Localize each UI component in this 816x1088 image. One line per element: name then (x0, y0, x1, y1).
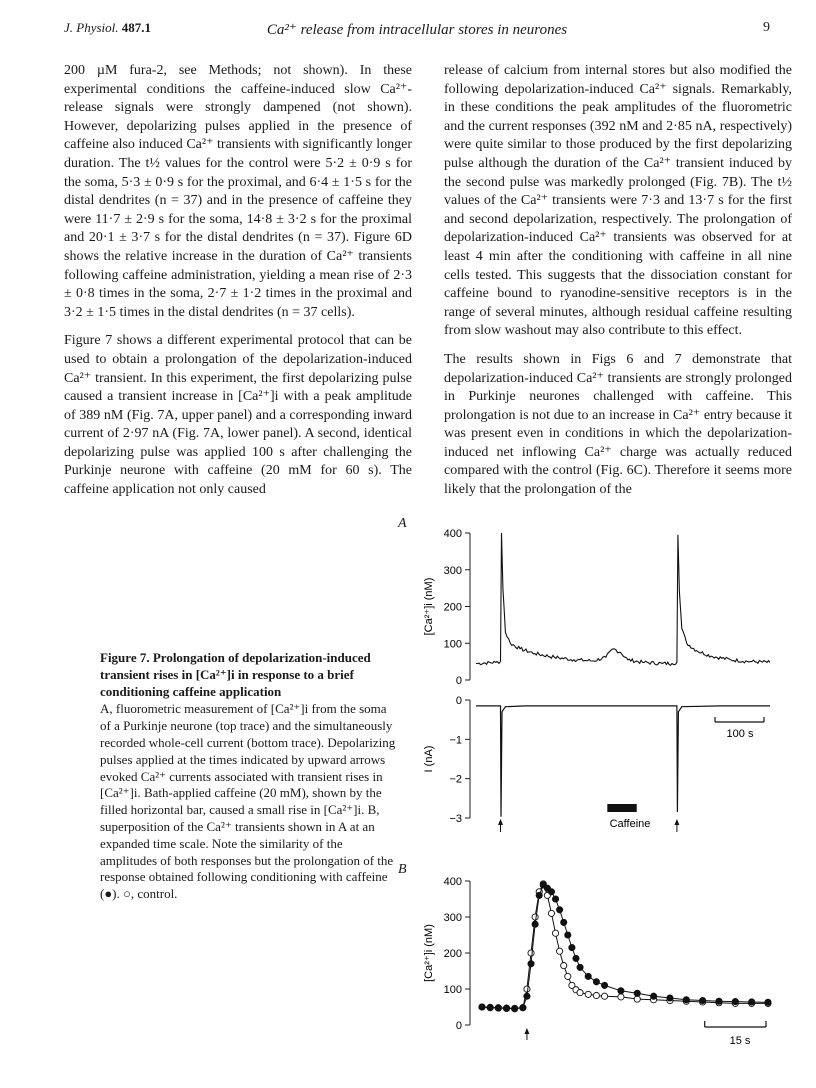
y-tick-label: −1 (449, 734, 462, 747)
paragraph: 200 µM fura-2, see Methods; not shown). In these experimental conditions the caffeine-induced slow Ca²⁺-release signals were strongly dampened (not shown). However, depolarizing pulses applied in the presence of caffeine also induced Ca²⁺ transients with significantly longer duration. The t½ values for the control were 5·2 ± 0·9 s for the soma, 5·3 ± 0·9 s for the proximal, and 6·4 ± 1·5 s for the distal dendrites (n = 37) and in the presence of caffeine they were 11·7 ± 2·9 s for the soma, 14·8 ± 3·2 s for the proximal and 20·1 ± 3·7 s for the distal dendrites (n = 37). Figure 6D shows the relative increase in the duration of Ca²⁺ transients following caffeine administration, yielding a mean rise of 2·3 ± 0·8 times in the soma, 2·7 ± 1·2 times in the proximal and 3·2 ± 1·5 times in the distal dendrites (n = 37 cells). (64, 63, 412, 320)
data-point-caffeine (557, 907, 563, 913)
scalebar-label-b: 15 s (729, 1035, 751, 1047)
panel-a-top-y-axis-label: [Ca²⁺]i (nM) (423, 577, 435, 636)
scalebar-label-a: 100 s (726, 728, 754, 740)
y-tick-label: 300 (443, 912, 462, 924)
data-point-caffeine (569, 945, 575, 951)
panel-label-b: B (398, 862, 407, 877)
data-point-caffeine (548, 889, 554, 895)
y-tick-label: 100 (443, 984, 462, 996)
y-tick-label: 0 (455, 1020, 462, 1032)
data-point-caffeine (749, 999, 755, 1005)
y-tick-label: −3 (449, 813, 462, 825)
data-point-caffeine (561, 919, 567, 925)
data-point-caffeine (512, 1005, 518, 1011)
data-point-control (528, 950, 534, 956)
y-tick-label: 0 (455, 695, 462, 707)
data-point-control (565, 973, 571, 979)
data-point-control (524, 986, 530, 992)
data-point-control (532, 914, 538, 920)
data-point-caffeine (532, 921, 538, 927)
data-point-caffeine (536, 892, 542, 898)
data-point-control (552, 930, 558, 936)
data-point-control (548, 910, 554, 916)
data-point-caffeine (618, 988, 624, 994)
paragraph: release of calcium from internal stores but also modified the following depolarization-induced Ca²⁺ signals. Remarkably, in these conditions the peak amplitudes of the fluorometric and the current responses (392 nM and 2·85 nA, respectively) were quite similar to those produced by the first depolarizing pulse although the duration of the Ca²⁺ transient induced by the second pulse was markedly prolonged (Fig. 7B). The t½ values of the Ca²⁺ transients were 7·3 and 13·7 s for the first and second depolarization, respectively. The prolongation of depolarization-induced Ca²⁺ transients was observed for at least 4 min after the conditioning with caffeine in all nine cells tested. This suggests that the dissociation constant for caffeine bound to ryanodine-sensitive receptors is in the range of several minutes, although residual caffeine resulting from slow washout may also contribute to this effect. (444, 63, 792, 339)
panel-label-a: A (398, 516, 407, 531)
data-point-caffeine (601, 982, 607, 988)
data-point-caffeine (528, 961, 534, 967)
y-tick-label: 300 (443, 564, 462, 577)
data-point-caffeine (700, 997, 706, 1003)
data-point-caffeine (716, 998, 722, 1004)
y-tick-label: −2 (449, 773, 462, 786)
y-tick-label: 200 (443, 948, 462, 960)
data-point-caffeine (683, 997, 689, 1003)
panel-b-axis (423, 876, 766, 1040)
data-point-caffeine (573, 955, 579, 961)
page-number: 9 (763, 20, 770, 35)
data-point-caffeine (765, 999, 771, 1005)
running-title: Ca²⁺ release from intracellular stores in neurones (266, 22, 568, 38)
data-point-caffeine (651, 993, 657, 999)
data-point-caffeine (732, 999, 738, 1005)
data-point-control (618, 994, 624, 1000)
data-point-control (593, 992, 599, 998)
data-point-control (577, 990, 583, 996)
panel-a-bottom-y-axis-label: I (nA) (423, 745, 435, 773)
data-point-caffeine (565, 932, 571, 938)
data-point-control (601, 993, 607, 999)
data-point-caffeine (495, 1005, 501, 1011)
caption-title: Figure 7. Prolongation of depolarization-induced transient rises in [Ca²⁺]i in response to a brief conditioning caffeine application (100, 650, 371, 699)
data-point-caffeine (585, 973, 591, 979)
y-tick-label: 400 (443, 876, 462, 888)
data-point-caffeine (479, 1004, 485, 1010)
y-tick-label: 100 (443, 638, 462, 651)
y-tick-label: 200 (443, 601, 462, 614)
panel-b-traces (479, 881, 771, 1012)
data-point-caffeine (503, 1005, 509, 1011)
data-point-caffeine (520, 1005, 526, 1011)
y-tick-label: 0 (455, 675, 462, 687)
data-point-caffeine (487, 1004, 493, 1010)
panel-b-y-axis-label: [Ca²⁺]i (nM) (423, 924, 435, 982)
data-point-control (585, 991, 591, 997)
data-point-caffeine (593, 979, 599, 985)
data-point-control (561, 963, 567, 969)
data-point-caffeine (524, 993, 530, 999)
data-point-caffeine (552, 896, 558, 902)
caffeine-label: Caffeine (609, 818, 651, 830)
data-point-caffeine (634, 990, 640, 996)
data-point-control (557, 948, 563, 954)
data-point-caffeine (577, 964, 583, 970)
y-tick-label: 400 (443, 528, 462, 540)
journal-name: J. Physiol. (64, 20, 119, 35)
data-point-caffeine (667, 995, 673, 1001)
data-point-control (634, 996, 640, 1002)
caption-text: A, fluorometric measurement of [Ca²⁺]i from the soma of a Purkinje neurone (top trace) and the simultaneously recorded whole-cell current (bottom trace). Depolarizing pulses applied at the times indicated by upward arrows evoked Ca²⁺ currents associated with transient rises in [Ca²⁺]i. Bath-applied caffeine (20 mM), shown by the filled horizontal bar, caused a small rise in [Ca²⁺]i. B, superposition of the Ca²⁺ transients shown in A at an expanded time scale. Note the similarity of the amplitudes of both responses but the prolongation of the response obtained following conditioning with caffeine (●). ○, control. (100, 701, 396, 902)
paragraph: The results shown in Figs 6 and 7 demonstrate that depolarization-induced Ca²⁺ transients are strongly prolonged in Purkinje neurones challenged with caffeine. This prolongation is not due to an increase in Ca²⁺ entry because it was present even in conditions in which the depolarization-induced net inflowing Ca²⁺ charge was actually reduced compared with the control (Fig. 6C). Therefore it seems more likely that the prolongation of the (444, 351, 792, 498)
journal-volume: 487.1 (121, 20, 152, 35)
paragraph: Figure 7 shows a different experimental protocol that can be used to obtain a prolongation of the depolarization-induced Ca²⁺ transient. In this experiment, the first depolarizing pulse caused a transient increase in [Ca²⁺]i with a peak amplitude of 389 nM (Fig. 7A, upper panel) and a corresponding inward current of 2·97 nA (Fig. 7A, lower panel). A second, identical depolarizing pulse was applied 100 s after challenging the Purkinje neurone with caffeine (20 mM for 60 s). The caffeine application not only caused (64, 333, 412, 498)
stimulus-arrow-icon (524, 1028, 529, 1034)
